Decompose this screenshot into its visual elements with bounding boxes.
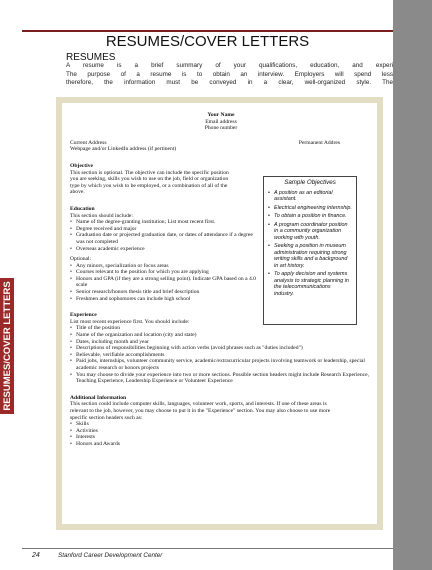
bullet-icon: •	[268, 189, 270, 196]
right-grey-band	[393, 0, 432, 570]
objective-item-text: To apply decision and systems analysis to strategic planning in the telecommunications industry.	[274, 271, 349, 297]
section-heading: RESUMES	[66, 52, 116, 63]
intro-paragraph	[66, 62, 393, 90]
list-item: • Name of the organization and location (city and state)	[70, 332, 372, 339]
bullet-icon: •	[268, 271, 270, 277]
objective-item	[268, 190, 352, 203]
intro-line: A resume is a brief summary of your qualifications, education, and experi	[66, 62, 393, 69]
list-item: • Interests	[70, 434, 372, 441]
list-item: • Believable, verifiable accomplishments	[70, 352, 372, 359]
additional-heading: Additional Information	[70, 394, 127, 401]
additional-line: specific section headers such as:	[70, 414, 143, 421]
objective-item-text: Electrical engineering internship.	[274, 204, 352, 211]
optional-label: Optional:	[70, 256, 92, 263]
list-item: • Paid jobs, internships, volunteer community service, academic/extracurricular projects involving teamwork or leadership, special academic research or honors projects	[70, 358, 372, 371]
page-number: 24	[32, 552, 40, 559]
list-item: • Skills	[70, 421, 372, 428]
list-item: • Freshmen and sophomores can include high school	[70, 296, 256, 303]
side-tab-label: RESUMES/COVER LETTERS	[2, 281, 13, 411]
resume-phone: Phone number	[204, 125, 238, 132]
footer-text: Stanford Career Development Center	[58, 552, 163, 559]
title-rule	[22, 30, 393, 32]
education-list	[70, 219, 256, 252]
sample-objectives-title: Sample Objectives	[284, 179, 336, 186]
experience-list	[70, 325, 372, 384]
list-item: • Honors and GPA (if they are a strong selling point). Indicate GPA based on a 4.0 scale	[70, 276, 256, 289]
list-item: • Honors and Awards	[70, 441, 372, 448]
current-address: Current Address	[70, 139, 107, 146]
additional-list	[70, 421, 372, 447]
list-item: • Activities	[70, 428, 372, 435]
objective-item	[268, 222, 352, 242]
bullet-icon: •	[268, 221, 270, 228]
objective-line: above.	[70, 189, 85, 196]
bullet-icon: •	[268, 204, 270, 211]
sample-objectives-box	[263, 176, 357, 325]
bullet-icon: •	[268, 243, 270, 249]
intro-line: The purpose of a resume is to obtain an interview. Employers will spend less	[66, 70, 393, 78]
objective-item	[268, 243, 352, 269]
objective-line: type by which you wish to be employed, or a combination of all of the	[70, 182, 228, 189]
list-item: • Dates, including month and year	[70, 339, 372, 346]
objective-item-text: Seeking a position in museum administration requiring strong writing skills and a background in art history.	[274, 243, 348, 269]
list-item: • Name of the degree-granting institution; List most recent first.	[70, 219, 256, 226]
list-item: • Descriptions of responsibilities beginning with action verbs (avoid phrases such as "duties included")	[70, 345, 372, 352]
additional-line: relevant to the job, however, you may choose to put it in the "Experience" section. You may also choose to use more	[70, 407, 331, 414]
list-item: • Graduation date or projected graduation date, or dates of attendance if a degree was not completed	[70, 232, 256, 245]
list-item: • Title of the position	[70, 325, 372, 332]
webpage-line: Webpage and/or LinkedIn address (if pertinent)	[70, 146, 177, 153]
footer-rule	[22, 548, 393, 549]
education-heading: Education	[70, 205, 95, 212]
list-item: • Overseas academic experience	[70, 246, 256, 253]
objective-item-text: A program coordinator position in a community organization working with youth.	[274, 221, 348, 241]
list-item: • You may choose to divide your experience into two or more sections. Possible section headers might include Research Experience, Teaching Experience, Leadership Experience or Volunteer Experience	[70, 372, 372, 385]
page-title: RESUMES/COVER LETTERS	[105, 33, 310, 50]
objective-line: you are seeking, skills you wish to use on the job, field or organization	[70, 176, 229, 183]
bullet-icon: •	[268, 213, 270, 219]
experience-heading: Experience	[70, 312, 97, 319]
optional-list	[70, 263, 256, 303]
intro-line: therefore, the information must be conveyed in a clear, well-organized style. The	[66, 79, 393, 87]
objective-item-text: A position as an editorial assistant.	[274, 189, 333, 202]
objective-item-text: To obtain a position in finance.	[274, 213, 347, 219]
additional-line: This section could include computer skills, languages, volunteer work, sports, and interests. If one of these areas is	[70, 401, 327, 408]
list-item: • Degree received and major	[70, 226, 256, 233]
objective-item	[268, 271, 352, 297]
list-item: • Any minors, specialization or focus areas	[70, 263, 256, 270]
education-intro: This section should include:	[70, 212, 133, 219]
list-item: • Senior research/honors thesis title and brief description	[70, 289, 256, 296]
objective-heading: Objective	[70, 162, 93, 169]
objective-item	[268, 205, 352, 212]
objective-text	[70, 170, 256, 196]
objective-item	[268, 213, 352, 220]
permanent-address: Permanent Addres	[298, 139, 340, 146]
objective-line: This section is optional. The objective can include the specific position	[70, 169, 229, 176]
experience-intro: List most recent experience first. You should include:	[70, 318, 190, 325]
resume-name: Your Name	[207, 112, 235, 118]
resume-email: Email address	[205, 118, 237, 125]
list-item: • Courses relevant to the position for which you are applying	[70, 269, 256, 276]
